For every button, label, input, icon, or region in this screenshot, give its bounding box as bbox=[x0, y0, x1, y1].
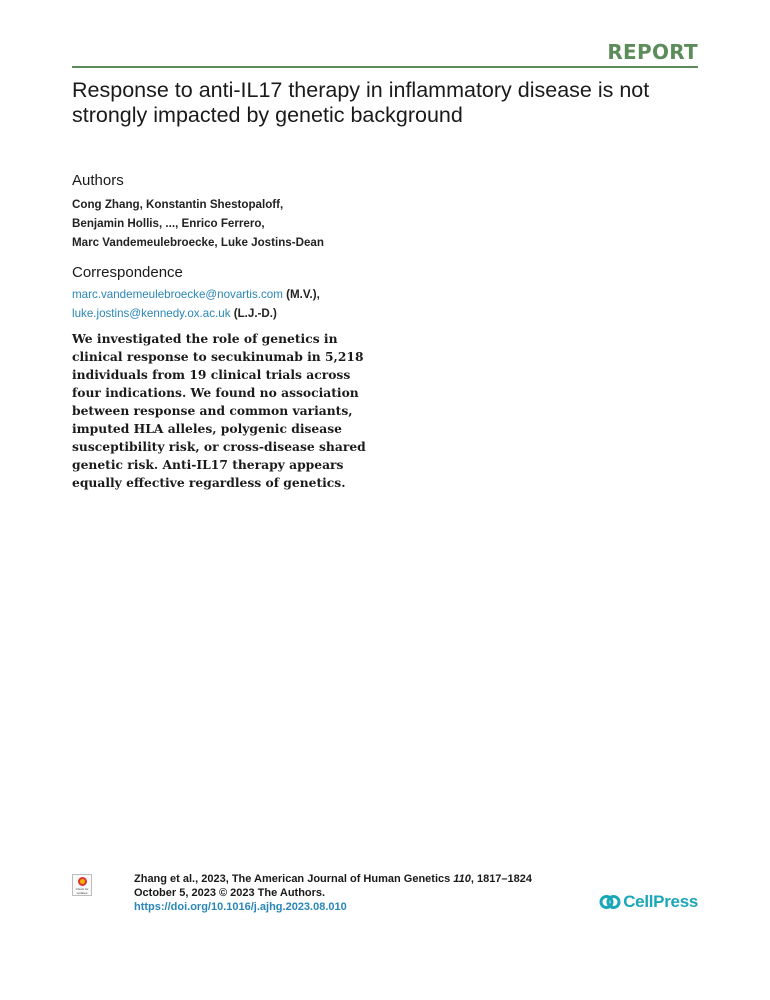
report-label: REPORT bbox=[607, 40, 698, 64]
citation-block bbox=[134, 872, 554, 914]
article-title: Response to anti-IL17 therapy in inflammatory disease is not strongly impacted by genetic background bbox=[72, 78, 650, 127]
abstract: We investigated the role of genetics in clinical response to secukinumab in 5,218 individuals from 19 clinical trials across four indications. We found no association between response and common variants, imputed HLA alleles, polygenic disease susceptibility risk, or cross-disease shared genetic risk. Anti-IL17 therapy appears equally effective regardless of genetics. bbox=[72, 331, 366, 490]
correspondence-heading: Correspondence bbox=[72, 264, 183, 281]
citation-pages: , 1817–1824 bbox=[470, 873, 533, 885]
cellpress-logo bbox=[599, 890, 698, 914]
crossmark-text: Check for updates bbox=[75, 887, 89, 895]
cellpress-wordmark: CellPress bbox=[623, 892, 698, 911]
citation-volume: 110 bbox=[453, 873, 471, 885]
check-for-updates-icon[interactable] bbox=[72, 874, 92, 896]
email-link-vandemeulebroecke[interactable]: marc.vandemeulebroecke@novartis.com bbox=[72, 288, 283, 301]
authors-list bbox=[72, 195, 382, 252]
doi-link[interactable]: https://doi.org/10.1016/j.ajhg.2023.08.010 bbox=[134, 901, 347, 913]
citation-date: October 5, 2023 © 2023 The Authors. bbox=[134, 887, 326, 899]
crossmark-symbol-icon bbox=[78, 877, 87, 886]
email-link-jostins[interactable]: luke.jostins@kennedy.ox.ac.uk bbox=[72, 307, 231, 320]
authors-line: Benjamin Hollis, ..., Enrico Ferrero, bbox=[72, 217, 265, 230]
email-initials: (M.V.), bbox=[282, 288, 320, 301]
citation-prefix: Zhang et al., 2023, The American Journal of Human Genetics bbox=[134, 873, 454, 885]
authors-line: Cong Zhang, Konstantin Shestopaloff, bbox=[72, 198, 284, 211]
header-rule bbox=[72, 66, 698, 68]
cellpress-mark-icon bbox=[599, 891, 621, 913]
authors-line: Marc Vandemeulebroecke, Luke Jostins-Dean bbox=[72, 236, 324, 249]
correspondence-block bbox=[72, 285, 392, 323]
email-initials: (L.J.-D.) bbox=[230, 307, 277, 320]
authors-heading: Authors bbox=[72, 172, 124, 189]
